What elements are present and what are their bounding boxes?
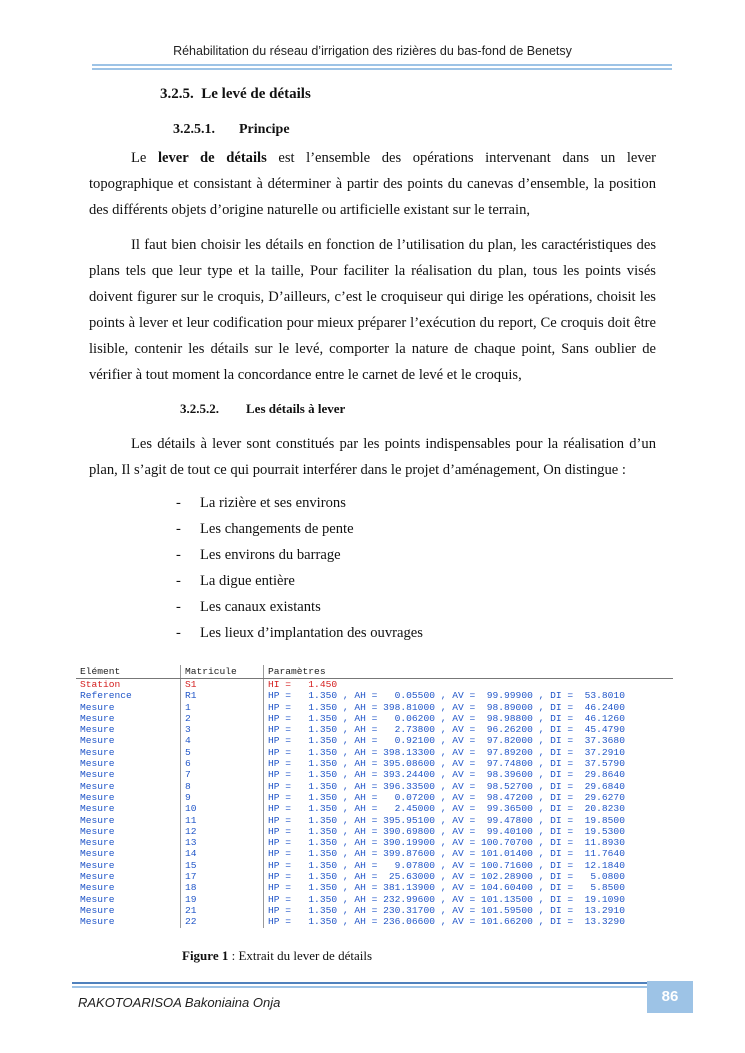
- table-cell-matricule: 14: [181, 848, 264, 859]
- column-header-matricule: Matricule: [181, 665, 264, 679]
- table-row: [76, 679, 673, 691]
- table-cell-parametres: HP = 1.350 , AH = 0.06200 , AV = 98.98800 , DI = 46.1260: [264, 713, 674, 724]
- table-cell-parametres: HP = 1.350 , AH = 2.73800 , AV = 96.26200 , DI = 45.4790: [264, 724, 674, 735]
- table-row: [76, 815, 673, 826]
- table-cell-matricule: 19: [181, 894, 264, 905]
- table-cell-element: Mesure: [80, 780, 115, 792]
- table-row: [76, 848, 673, 859]
- list-dash: -: [176, 599, 181, 615]
- table-row: [76, 702, 673, 713]
- table-row: [76, 916, 673, 927]
- table-cell-element: Mesure: [80, 825, 115, 837]
- list-item-text: Les canaux existants: [200, 599, 321, 615]
- list-item: [176, 571, 423, 597]
- para1-lead: Le: [131, 150, 158, 166]
- table-cell-element: Station: [80, 679, 121, 690]
- list-item: [176, 597, 423, 623]
- table-row: [76, 747, 673, 758]
- table-row: [76, 713, 673, 724]
- table-row: [76, 781, 673, 792]
- section-number: 3.2.5.: [160, 86, 194, 102]
- table-header-row: [76, 665, 673, 679]
- caption-label: Figure 1: [182, 948, 229, 963]
- list-item-text: Les lieux d’implantation des ouvrages: [200, 625, 423, 641]
- subsection-title: Les détails à lever: [246, 401, 346, 416]
- list-item: [176, 519, 423, 545]
- para2-text: Il faut bien choisir les détails en fonction de l’utilisation du plan, les caractéristiques des plans tels que leur type et la taille, Pour faciliter la réalisation du plan, tous les points visés doivent figurer sur le croquis, D’ailleurs, c’est le croquiseur qui dirige les opérations, choisit les points à lever et leur codification pour mieux préparer l’exécution du report, Ce croquis doit être lisible, contenir les détails sur le levé, comporter la nature de chaque point, Sans oublier de vérifier à tout moment la concordance entre le carnet de levé et le croquis,: [89, 237, 656, 383]
- table-cell-element: Reference: [80, 690, 132, 702]
- table-cell-matricule: 17: [181, 871, 264, 882]
- table-cell-parametres: HP = 1.350 , AH = 0.07200 , AV = 98.47200 , DI = 29.6270: [264, 792, 674, 803]
- table-cell-matricule: 6: [181, 758, 264, 769]
- table-cell-element: Mesure: [80, 712, 115, 724]
- table-cell-matricule: S1: [181, 679, 264, 691]
- table-cell-parametres: HP = 1.350 , AH = 230.31700 , AV = 101.59500 , DI = 13.2910: [264, 905, 674, 916]
- paragraph-croquis: [89, 232, 656, 388]
- table-cell-element: Mesure: [80, 814, 115, 826]
- section-heading: [160, 86, 311, 103]
- table-cell-parametres: HP = 1.350 , AH = 0.92100 , AV = 97.82000 , DI = 37.3680: [264, 735, 674, 746]
- table-cell-parametres: HP = 1.350 , AH = 395.08600 , AV = 97.74800 , DI = 37.5790: [264, 758, 674, 769]
- table-cell-matricule: 9: [181, 792, 264, 803]
- table-cell-element: Mesure: [80, 724, 115, 736]
- table-row: [76, 837, 673, 848]
- table-cell-element: Mesure: [80, 859, 115, 871]
- table-row: [76, 905, 673, 916]
- subsection-number: 3.2.5.1.: [173, 122, 215, 137]
- table-cell-element: Mesure: [80, 701, 115, 713]
- table-cell-matricule: 5: [181, 747, 264, 758]
- table-cell-parametres: HP = 1.350 , AH = 395.95100 , AV = 99.47800 , DI = 19.8500: [264, 815, 674, 826]
- section-title: Le levé de détails: [201, 86, 311, 102]
- table-row: [76, 758, 673, 769]
- table-row: [76, 882, 673, 893]
- table-cell-matricule: 15: [181, 860, 264, 871]
- table-cell-matricule: 22: [181, 916, 264, 927]
- subsection-number: 3.2.5.2.: [180, 401, 219, 416]
- table-cell-parametres: HP = 1.350 , AH = 232.99600 , AV = 101.13500 , DI = 19.1090: [264, 894, 674, 905]
- table-row: [76, 792, 673, 803]
- header-rule: [92, 63, 672, 71]
- paragraph-details-list-intro: [89, 431, 656, 483]
- table-cell-element: Mesure: [80, 791, 115, 803]
- table-cell-element: Mesure: [80, 916, 115, 928]
- column-header-parametres: Paramètres: [264, 665, 674, 679]
- footer-author: RAKOTOARISOA Bakoniaina Onja: [78, 995, 281, 1010]
- table-cell-parametres: HI = 1.450: [264, 679, 674, 691]
- survey-table-figure: [76, 665, 673, 928]
- table-cell-matricule: 7: [181, 769, 264, 780]
- table-cell-element: Mesure: [80, 848, 115, 860]
- list-dash: -: [176, 521, 181, 537]
- table-cell-matricule: 1: [181, 702, 264, 713]
- table-row: [76, 735, 673, 746]
- list-item: [176, 493, 423, 519]
- list-item: [176, 545, 423, 571]
- table-cell-matricule: 4: [181, 735, 264, 746]
- table-cell-element: Mesure: [80, 758, 115, 770]
- list-item-text: La digue entière: [200, 573, 295, 589]
- table-cell-parametres: HP = 1.350 , AH = 9.07800 , AV = 100.71600 , DI = 12.1840: [264, 860, 674, 871]
- table-cell-matricule: 13: [181, 837, 264, 848]
- figure-caption: [182, 948, 372, 964]
- para1-rest: est l’ensemble des opérations intervenant dans un lever topographique et consistant à déterminer à partir des points du canevas d’ensemble, la position des différents objets d’origine naturelle ou artificielle existant sur le terrain,: [89, 150, 657, 218]
- survey-table: [76, 665, 673, 928]
- paragraph-definition: [89, 145, 656, 223]
- table-row: [76, 860, 673, 871]
- column-header-element: Elément: [76, 665, 181, 679]
- table-cell-matricule: 18: [181, 882, 264, 893]
- table-row: [76, 769, 673, 780]
- table-cell-parametres: HP = 1.350 , AH = 390.19900 , AV = 100.70700 , DI = 11.8930: [264, 837, 674, 848]
- details-list: [176, 493, 423, 649]
- table-cell-parametres: HP = 1.350 , AH = 399.87600 , AV = 101.01400 , DI = 11.7640: [264, 848, 674, 859]
- list-dash: -: [176, 495, 181, 511]
- table-cell-element: Mesure: [80, 882, 115, 894]
- table-cell-element: Mesure: [80, 803, 115, 815]
- table-cell-matricule: R1: [181, 690, 264, 701]
- subsection-heading-details: [180, 401, 345, 417]
- table-cell-element: Mesure: [80, 893, 115, 905]
- table-row: [76, 724, 673, 735]
- table-cell-parametres: HP = 1.350 , AH = 381.13900 , AV = 104.60400 , DI = 5.8500: [264, 882, 674, 893]
- table-cell-matricule: 2: [181, 713, 264, 724]
- table-cell-parametres: HP = 1.350 , AH = 0.05500 , AV = 99.99900 , DI = 53.8010: [264, 690, 674, 701]
- list-dash: -: [176, 547, 181, 563]
- table-cell-matricule: 10: [181, 803, 264, 814]
- page-number: 86: [647, 981, 693, 1013]
- list-item-text: Les environs du barrage: [200, 547, 341, 563]
- para3-text: Les détails à lever sont constitués par les points indispensables pour la réalisation d’un plan, Il s’agit de tout ce qui pourrait interférer dans le projet d’aménagement, On distingue :: [89, 436, 656, 478]
- table-row: [76, 871, 673, 882]
- table-cell-element: Mesure: [80, 746, 115, 758]
- list-item: [176, 623, 423, 649]
- para1-bold-term: lever de détails: [157, 150, 267, 166]
- table-row: [76, 826, 673, 837]
- running-header: Réhabilitation du réseau d’irrigation des rizières du bas-fond de Benetsy: [173, 44, 572, 58]
- table-cell-parametres: HP = 1.350 , AH = 396.33500 , AV = 98.52700 , DI = 29.6840: [264, 781, 674, 792]
- table-cell-parametres: HP = 1.350 , AH = 2.45000 , AV = 99.36500 , DI = 20.8230: [264, 803, 674, 814]
- table-cell-matricule: 11: [181, 815, 264, 826]
- table-cell-element: Mesure: [80, 735, 115, 747]
- table-cell-parametres: HP = 1.350 , AH = 393.24400 , AV = 98.39600 , DI = 29.8640: [264, 769, 674, 780]
- list-item-text: La rizière et ses environs: [200, 495, 346, 511]
- list-item-text: Les changements de pente: [200, 521, 354, 537]
- table-cell-parametres: HP = 1.350 , AH = 390.69800 , AV = 99.40100 , DI = 19.5300: [264, 826, 674, 837]
- list-dash: -: [176, 573, 181, 589]
- table-cell-parametres: HP = 1.350 , AH = 25.63000 , AV = 102.28900 , DI = 5.0800: [264, 871, 674, 882]
- table-row: [76, 894, 673, 905]
- caption-text: : Extrait du lever de détails: [228, 948, 373, 963]
- table-body: [76, 679, 673, 928]
- table-cell-parametres: HP = 1.350 , AH = 398.13300 , AV = 97.89200 , DI = 37.2910: [264, 747, 674, 758]
- table-cell-element: Mesure: [80, 769, 115, 781]
- list-dash: -: [176, 625, 181, 641]
- footer-rule: [72, 981, 652, 989]
- subsection-heading-principe: [173, 122, 290, 138]
- table-cell-element: Mesure: [80, 837, 115, 849]
- table-cell-matricule: 8: [181, 781, 264, 792]
- table-cell-parametres: HP = 1.350 , AH = 236.06600 , AV = 101.66200 , DI = 13.3290: [264, 916, 674, 927]
- table-cell-element: Mesure: [80, 904, 115, 916]
- table-row: [76, 803, 673, 814]
- table-cell-matricule: 12: [181, 826, 264, 837]
- table-cell-matricule: 3: [181, 724, 264, 735]
- table-cell-parametres: HP = 1.350 , AH = 398.81000 , AV = 98.89000 , DI = 46.2400: [264, 702, 674, 713]
- table-row: [76, 690, 673, 701]
- table-cell-element: Mesure: [80, 871, 115, 883]
- table-cell-matricule: 21: [181, 905, 264, 916]
- subsection-title: Principe: [239, 122, 290, 137]
